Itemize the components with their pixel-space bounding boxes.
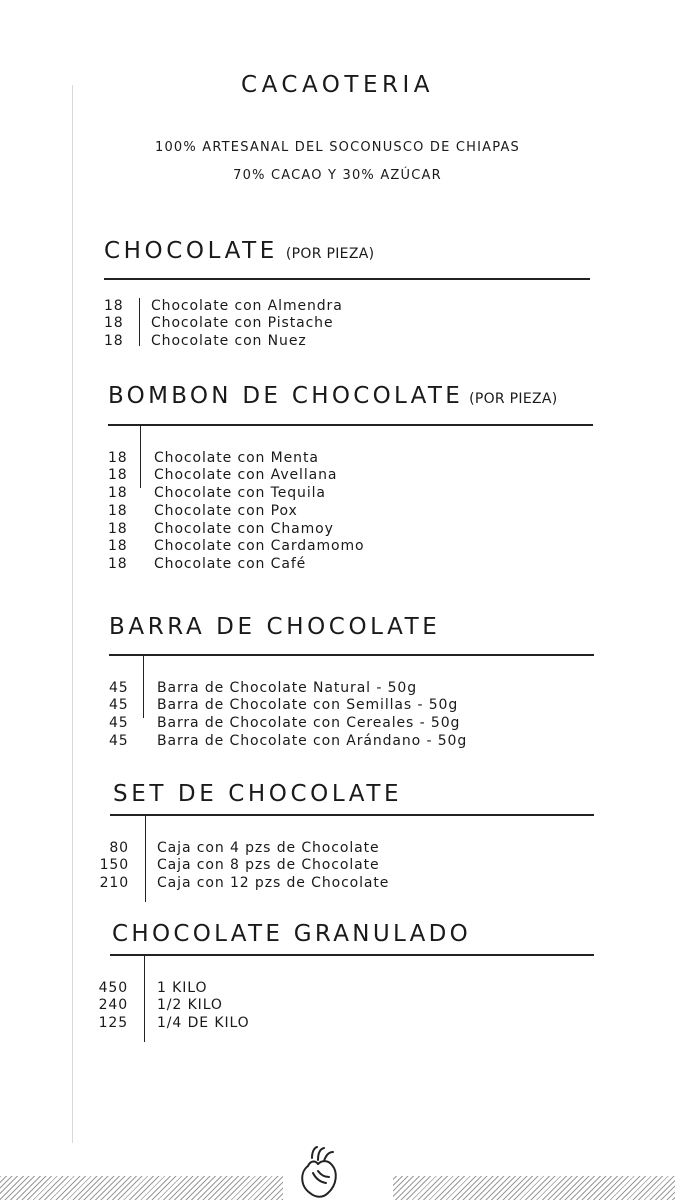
price-divider-line (143, 656, 144, 718)
item-name: Chocolate con Pox (154, 502, 298, 519)
section-title: SET DE CHOCOLATE (113, 781, 403, 807)
list-item (109, 715, 594, 733)
page-title: CACAOTERIA (241, 72, 434, 98)
section-title: CHOCOLATE (104, 238, 278, 264)
price-divider-line (145, 816, 146, 902)
item-name: Chocolate con Cardamomo (154, 538, 365, 555)
price-divider-line (144, 956, 145, 1042)
section-chocolate (104, 238, 590, 351)
item-name: Barra de Chocolate con Semillas - 50g (157, 697, 459, 714)
section-set (97, 781, 594, 893)
list-item (104, 315, 590, 333)
item-name: Caja con 4 pzs de Chocolate (157, 839, 380, 856)
section-note: (POR PIEZA) (285, 246, 375, 262)
item-price: 125 (98, 1015, 128, 1032)
list-item (97, 857, 594, 875)
item-price: 240 (98, 997, 128, 1014)
subtitle-origin: 100% ARTESANAL DEL SOCONUSCO DE CHIAPAS (154, 140, 521, 155)
item-name: 1/4 DE KILO (157, 1015, 250, 1032)
list-item (97, 840, 594, 858)
item-name: Chocolate con Nuez (151, 333, 307, 350)
list-item (108, 556, 593, 574)
item-price: 18 (108, 449, 128, 466)
item-price: 45 (109, 679, 129, 696)
item-price: 18 (104, 297, 124, 314)
item-price: 18 (104, 333, 124, 350)
item-price: 18 (108, 556, 128, 573)
price-divider-line (139, 298, 140, 346)
section-divider (109, 654, 594, 656)
item-price: 18 (108, 485, 128, 502)
item-name: Chocolate con Avellana (154, 467, 338, 484)
list-item (97, 875, 594, 893)
list-item (96, 1015, 594, 1033)
item-price: 18 (108, 467, 128, 484)
item-name: Chocolate con Chamoy (154, 520, 334, 537)
item-name: Chocolate con Menta (154, 449, 319, 466)
item-price: 45 (109, 697, 129, 714)
section-divider (108, 424, 593, 426)
item-name: Chocolate con Café (154, 556, 307, 573)
list-item (109, 733, 594, 751)
item-name: 1/2 KILO (157, 997, 223, 1014)
list-item (108, 467, 593, 485)
item-price: 80 (109, 839, 129, 856)
list-item (108, 538, 593, 556)
item-price: 18 (104, 315, 124, 332)
price-divider-line (140, 426, 141, 488)
item-price: 45 (109, 732, 129, 749)
section-title: CHOCOLATE GRANULADO (112, 921, 472, 947)
section-title: BARRA DE CHOCOLATE (109, 614, 441, 640)
item-name: Barra de Chocolate con Cereales - 50g (157, 715, 461, 732)
list-item (109, 680, 594, 698)
subtitle-composition: 70% CACAO Y 30% AZÚCAR (233, 168, 442, 183)
list-item (104, 333, 590, 351)
section-barra (109, 614, 594, 751)
left-margin-rule (72, 85, 73, 1143)
section-divider (110, 954, 594, 956)
section-divider (110, 814, 594, 816)
list-item (96, 980, 594, 998)
anatomical-heart-icon (296, 1142, 342, 1200)
section-note: (POR PIEZA) (469, 391, 558, 407)
item-name: Caja con 12 pzs de Chocolate (157, 875, 390, 892)
section-bombon (108, 383, 593, 574)
item-name: Chocolate con Almendra (151, 297, 343, 314)
item-name: Barra de Chocolate Natural - 50g (157, 679, 418, 696)
list-item (109, 697, 594, 715)
item-name: Chocolate con Pistache (151, 315, 334, 332)
item-price: 18 (108, 502, 128, 519)
list-item (104, 298, 590, 316)
item-price: 18 (108, 538, 128, 555)
item-price: 45 (109, 715, 129, 732)
list-item (108, 450, 593, 468)
item-name: Chocolate con Tequila (154, 485, 326, 502)
section-title: BOMBON DE CHOCOLATE (108, 383, 464, 409)
item-name: 1 KILO (157, 979, 208, 996)
list-item (108, 485, 593, 503)
list-item (108, 503, 593, 521)
section-granulado (96, 921, 594, 1033)
section-divider (104, 278, 590, 280)
item-price: 450 (98, 979, 128, 996)
item-name: Barra de Chocolate con Arándano - 50g (157, 732, 468, 749)
item-price: 150 (99, 857, 129, 874)
item-price: 210 (99, 875, 129, 892)
item-price: 18 (108, 520, 128, 537)
list-item (96, 997, 594, 1015)
list-item (108, 521, 593, 539)
item-name: Caja con 8 pzs de Chocolate (157, 857, 380, 874)
